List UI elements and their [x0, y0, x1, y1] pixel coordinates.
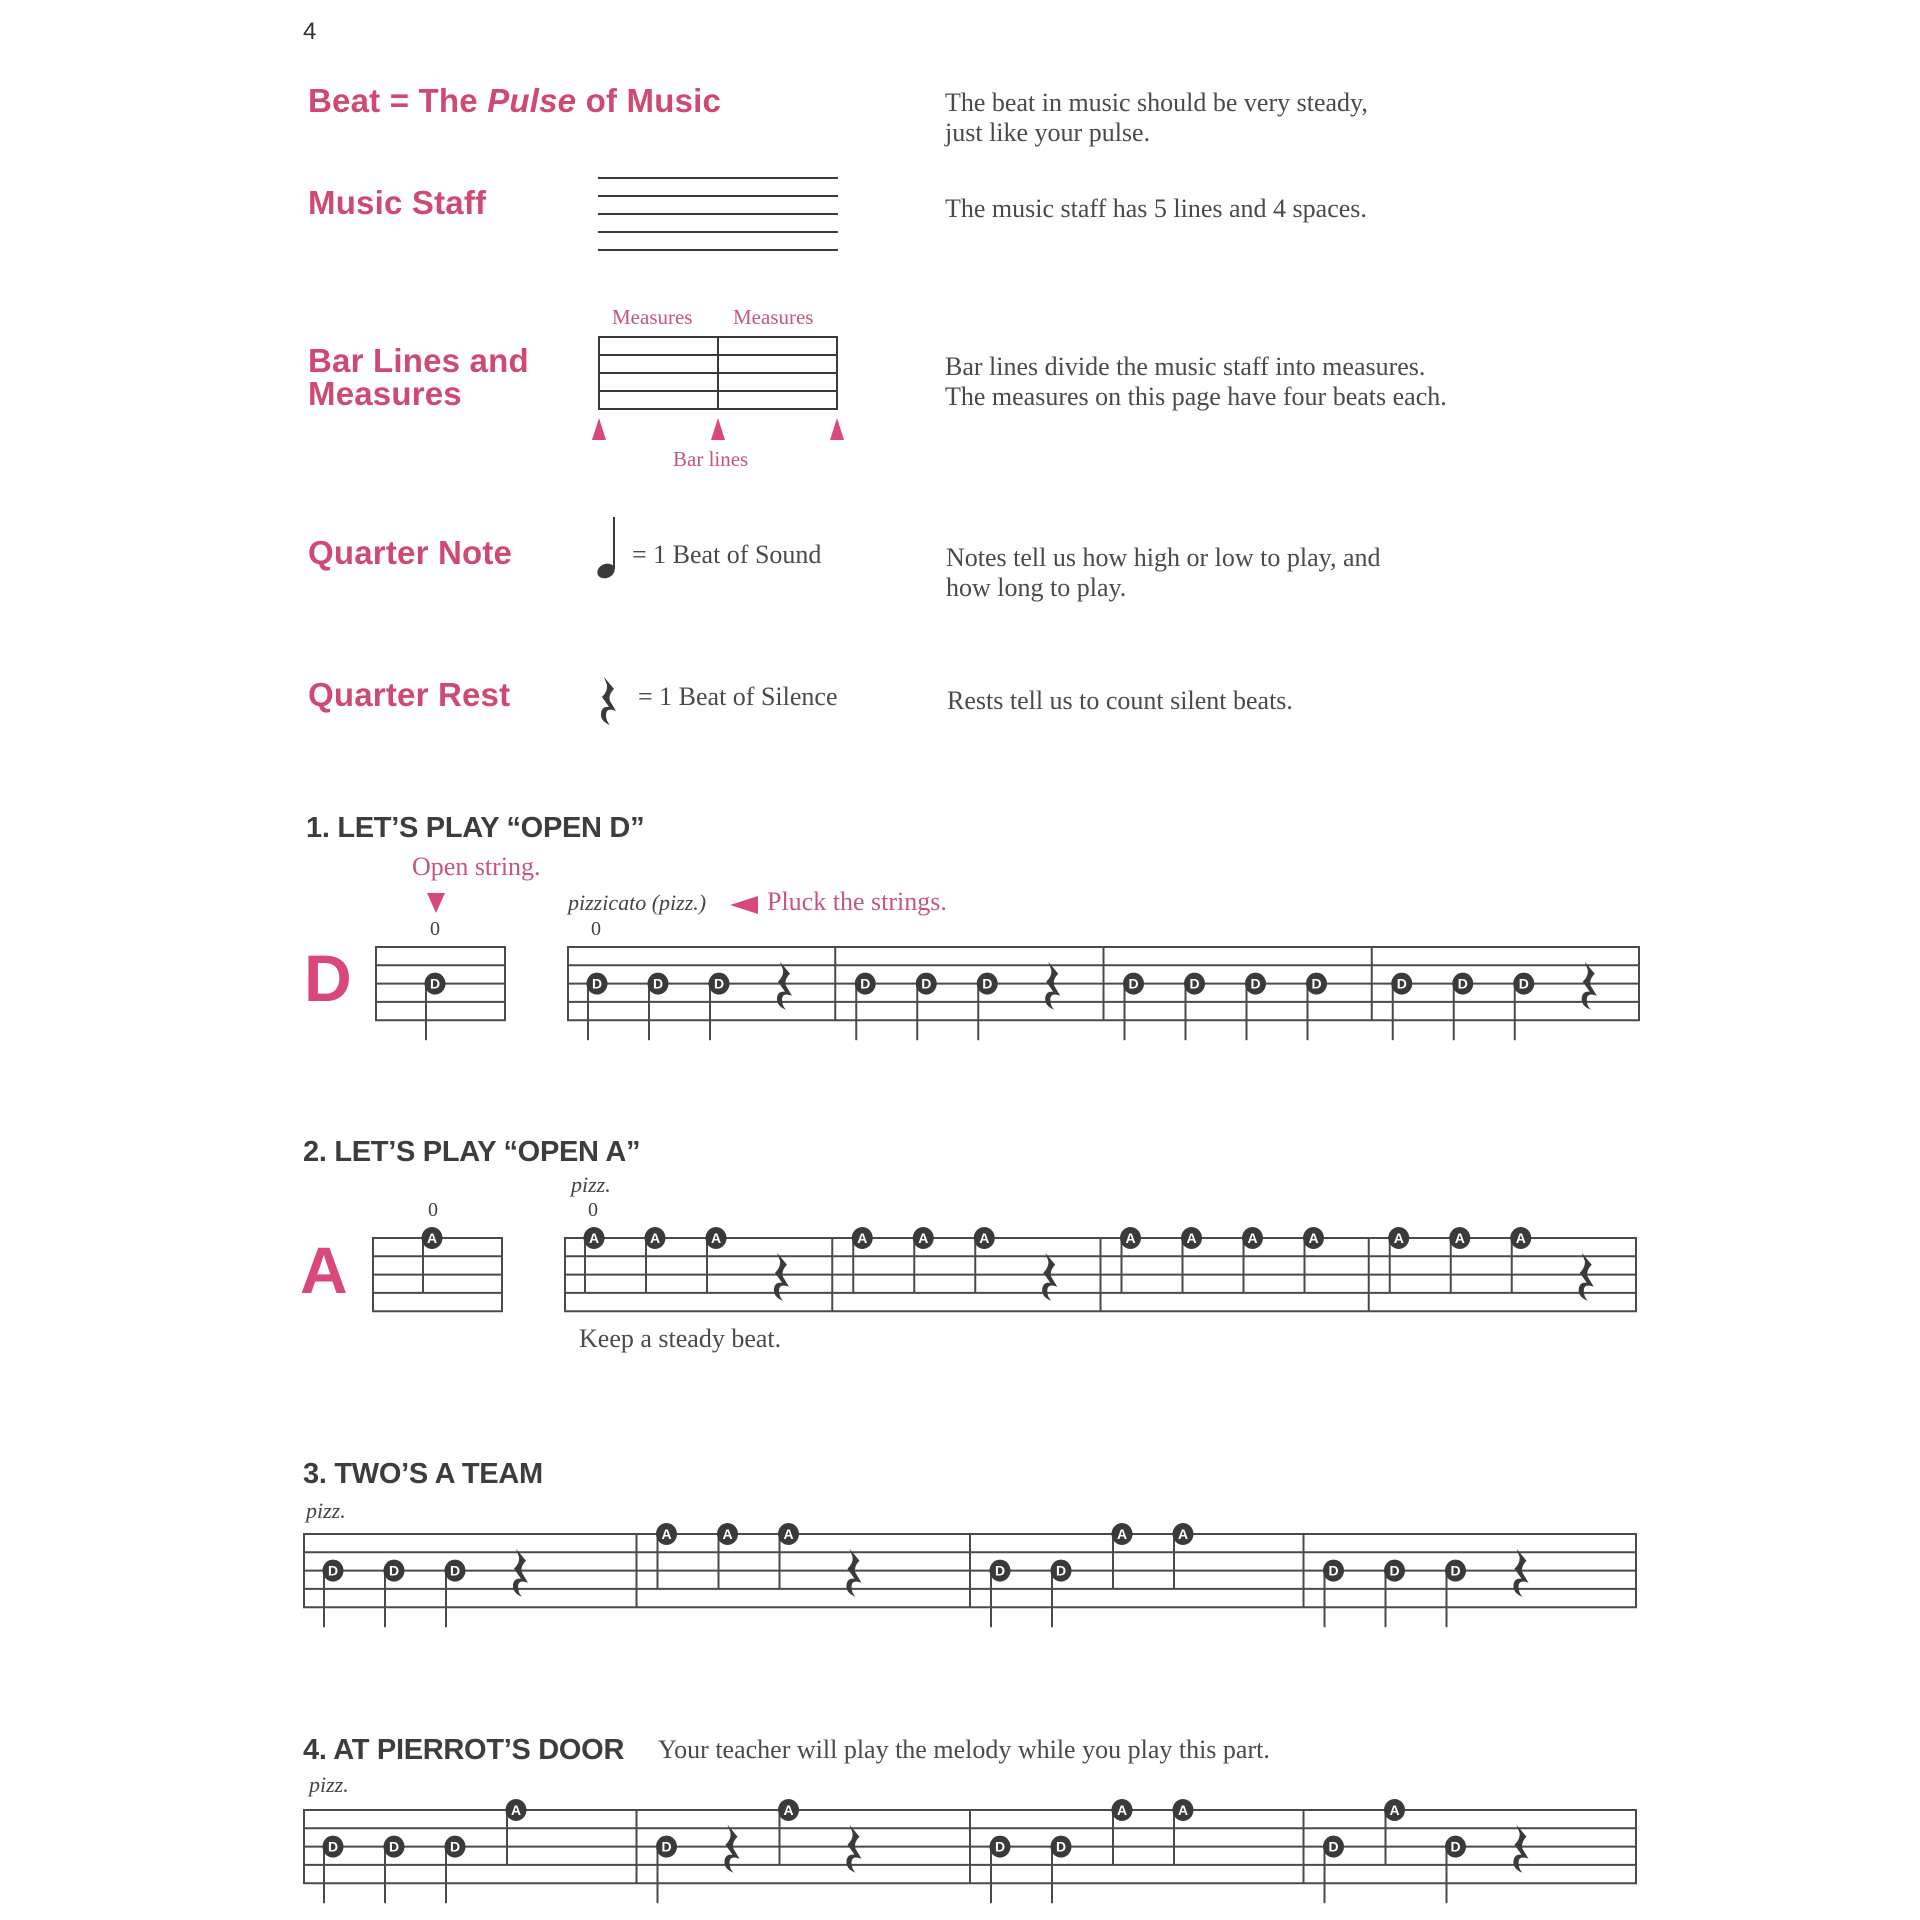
note-letter: D — [982, 975, 993, 992]
note-letter: A — [1308, 1230, 1319, 1246]
note-a — [1112, 1799, 1133, 1865]
barlines-heading — [308, 344, 529, 410]
note-a — [506, 1799, 527, 1865]
note-letter: D — [661, 1838, 672, 1855]
beat-heading-post: of Music — [576, 82, 722, 119]
note-letter: A — [1177, 1526, 1189, 1542]
note-letter: D — [1518, 975, 1529, 992]
staff-fingering-2: 0 — [588, 1199, 598, 1221]
exercise-2-title: 2. LET’S PLAY “OPEN A” — [303, 1136, 641, 1168]
note-d — [709, 973, 730, 1041]
barlines-diagram — [598, 336, 840, 412]
note-letter: D — [994, 1838, 1006, 1855]
exercise-1-intro-staff — [375, 945, 510, 1041]
note-a — [584, 1227, 605, 1293]
note-a — [778, 1799, 799, 1865]
quarter-note-desc-line2: how long to play. — [946, 573, 1127, 602]
note-letter: A — [1186, 1230, 1197, 1246]
note-d — [1184, 973, 1205, 1041]
note-d — [1123, 973, 1144, 1041]
note-d — [384, 1560, 405, 1628]
note-letter: D — [1128, 975, 1139, 992]
note-letter: D — [1311, 975, 1322, 992]
page-number: 4 — [303, 18, 317, 45]
note-letter: A — [649, 1230, 661, 1246]
note-letter: D — [1450, 1838, 1461, 1855]
exercise-1-big-letter: D — [304, 941, 352, 1015]
note-letter: A — [426, 1230, 438, 1246]
note-letter: D — [1055, 1562, 1067, 1579]
note-a — [913, 1227, 934, 1293]
quarter-note-equation: = 1 Beat of Sound — [632, 540, 822, 569]
note-a — [1112, 1523, 1133, 1589]
note-letter: D — [327, 1562, 339, 1579]
note-letter: D — [713, 975, 725, 992]
note-letter: D — [921, 975, 932, 992]
staff-fingering: 0 — [591, 918, 601, 940]
note-letter: A — [1177, 1802, 1189, 1818]
quarter-note-heading: Quarter Note — [308, 534, 513, 571]
note-letter: A — [1247, 1230, 1258, 1246]
note-d — [384, 1836, 405, 1904]
note-letter: A — [1393, 1230, 1404, 1246]
note-letter: D — [449, 1562, 461, 1579]
note-letter: D — [327, 1838, 339, 1855]
note-letter: A — [510, 1802, 522, 1818]
quarter-rest-icon — [598, 675, 622, 727]
note-letter: A — [857, 1230, 868, 1246]
note-letter: D — [1396, 975, 1407, 992]
bar-line-pointer-icon — [830, 418, 844, 440]
pizz-label-2: pizz. — [571, 1172, 611, 1197]
barlines-description — [945, 352, 1447, 412]
exercise-2-staff — [564, 1230, 1639, 1332]
note-d — [1323, 1836, 1344, 1904]
note-d — [323, 1836, 344, 1904]
beat-heading — [308, 84, 721, 117]
barlines-heading-line2: Measures — [308, 375, 462, 412]
note-letter: D — [1055, 1838, 1067, 1855]
bar-line-pointer-icon — [592, 418, 606, 440]
note-letter: D — [1328, 1838, 1339, 1855]
note-letter: A — [710, 1230, 722, 1246]
exercise-2-intro-staff — [372, 1230, 507, 1332]
exercise-2-big-letter: A — [300, 1233, 348, 1307]
note-a — [852, 1227, 873, 1293]
note-a — [778, 1523, 799, 1589]
note-letter: D — [860, 975, 871, 992]
note-d — [656, 1836, 677, 1904]
note-d — [1445, 1560, 1466, 1628]
note-a — [1510, 1227, 1531, 1293]
note-d — [1323, 1560, 1344, 1628]
exercise-1-title: 1. LET’S PLAY “OPEN D” — [306, 812, 645, 844]
note-d — [990, 1836, 1011, 1904]
measures-label-1: Measures — [612, 305, 693, 329]
note-a — [1384, 1799, 1405, 1865]
note-a — [1388, 1227, 1409, 1293]
beat-heading-pre: Beat = The — [308, 82, 488, 119]
note-d — [1384, 1560, 1405, 1628]
note-letter: A — [1125, 1230, 1136, 1246]
measures-label-2: Measures — [733, 305, 814, 329]
exercise-3-title: 3. TWO’S A TEAM — [303, 1458, 543, 1490]
steady-beat-note: Keep a steady beat. — [579, 1324, 782, 1353]
note-a — [706, 1227, 727, 1293]
note-letter: A — [783, 1802, 794, 1818]
note-letter: D — [1450, 1562, 1461, 1579]
exercise-4-subtitle: Your teacher will play the melody while you play this part. — [658, 1735, 1270, 1764]
note-letter: A — [588, 1230, 600, 1246]
note-letter: A — [661, 1526, 672, 1542]
note-letter: A — [1116, 1526, 1128, 1542]
note-d — [648, 973, 669, 1041]
note-letter: A — [979, 1230, 990, 1246]
note-a — [974, 1227, 995, 1293]
music-staff-diagram — [598, 175, 840, 255]
note-letter: A — [918, 1230, 929, 1246]
barlines-heading-line1: Bar Lines and — [308, 342, 529, 379]
bar-line-pointer-icon — [711, 418, 725, 440]
barlines-desc-line1: Bar lines divide the music staff into measures. — [945, 352, 1426, 381]
note-letter: A — [783, 1526, 794, 1542]
music-staff-description: The music staff has 5 lines and 4 spaces. — [945, 194, 1367, 223]
beat-desc-line2: just like your pulse. — [945, 118, 1151, 147]
note-a — [1173, 1523, 1194, 1589]
note-letter: A — [1454, 1230, 1465, 1246]
note-letter: A — [1515, 1230, 1526, 1246]
note-letter: D — [388, 1838, 400, 1855]
note-d — [1051, 1836, 1072, 1904]
note-a — [1449, 1227, 1470, 1293]
pizz-label-4: pizz. — [309, 1772, 349, 1797]
note-letter: D — [429, 975, 441, 992]
note-d — [587, 973, 608, 1041]
note-d — [1306, 973, 1327, 1041]
note-a — [1173, 1799, 1194, 1865]
exercise-4-title: 4. AT PIERROT’S DOOR — [303, 1734, 625, 1766]
pluck-strings-annotation: Pluck the strings. — [767, 887, 947, 916]
open-string-pointer-icon — [427, 893, 445, 913]
note-letter: A — [722, 1526, 733, 1542]
note-letter: D — [591, 975, 603, 992]
note-a — [422, 1227, 443, 1293]
note-letter: A — [1389, 1802, 1400, 1818]
note-letter: D — [652, 975, 664, 992]
note-letter: D — [388, 1562, 400, 1579]
note-d — [1245, 973, 1266, 1041]
pizzicato-label: pizzicato (pizz.) — [568, 890, 707, 915]
exercise-1-staff — [567, 945, 1642, 1041]
quarter-note-description — [946, 543, 1380, 603]
note-letter: A — [1116, 1802, 1128, 1818]
note-d — [1391, 973, 1412, 1041]
note-d — [916, 973, 937, 1041]
quarter-rest-heading: Quarter Rest — [308, 676, 511, 713]
note-d — [1051, 1560, 1072, 1628]
note-a — [645, 1227, 666, 1293]
pizz-label-3: pizz. — [306, 1498, 346, 1523]
note-a — [1120, 1227, 1141, 1293]
note-d — [855, 973, 876, 1041]
quarter-note-icon — [593, 515, 623, 581]
note-d — [323, 1560, 344, 1628]
barlines-label: Bar lines — [673, 447, 749, 471]
note-letter: D — [449, 1838, 461, 1855]
note-d — [1445, 1836, 1466, 1904]
pizz-pointer-icon — [730, 896, 758, 914]
note-letter: D — [1250, 975, 1261, 992]
note-letter: D — [1389, 1562, 1400, 1579]
note-d — [445, 1560, 466, 1628]
quarter-rest-equation: = 1 Beat of Silence — [638, 682, 838, 711]
note-a — [656, 1523, 677, 1589]
note-a — [1242, 1227, 1263, 1293]
note-d — [977, 973, 998, 1041]
note-a — [1303, 1227, 1324, 1293]
open-string-annotation: Open string. — [412, 852, 541, 881]
note-d — [445, 1836, 466, 1904]
note-a — [1181, 1227, 1202, 1293]
note-a — [717, 1523, 738, 1589]
note-d — [1452, 973, 1473, 1041]
note-letter: D — [1328, 1562, 1339, 1579]
beat-desc-line1: The beat in music should be very steady, — [945, 88, 1368, 117]
music-staff-heading: Music Staff — [308, 184, 487, 221]
intro-fingering: 0 — [430, 918, 440, 940]
exercise-4-staff — [303, 1802, 1639, 1904]
quarter-note-desc-line1: Notes tell us how high or low to play, and — [946, 543, 1381, 572]
note-letter: D — [1189, 975, 1200, 992]
beat-description — [945, 88, 1368, 148]
exercise-3-staff — [303, 1526, 1639, 1628]
note-letter: D — [994, 1562, 1006, 1579]
note-d — [1513, 973, 1534, 1041]
note-d — [990, 1560, 1011, 1628]
note-d — [425, 973, 446, 1041]
note-letter: D — [1457, 975, 1468, 992]
barlines-desc-line2: The measures on this page have four beats each. — [945, 382, 1447, 411]
intro-fingering-2: 0 — [428, 1199, 438, 1221]
beat-heading-italic: Pulse — [487, 82, 577, 119]
quarter-rest-description: Rests tell us to count silent beats. — [947, 686, 1293, 715]
